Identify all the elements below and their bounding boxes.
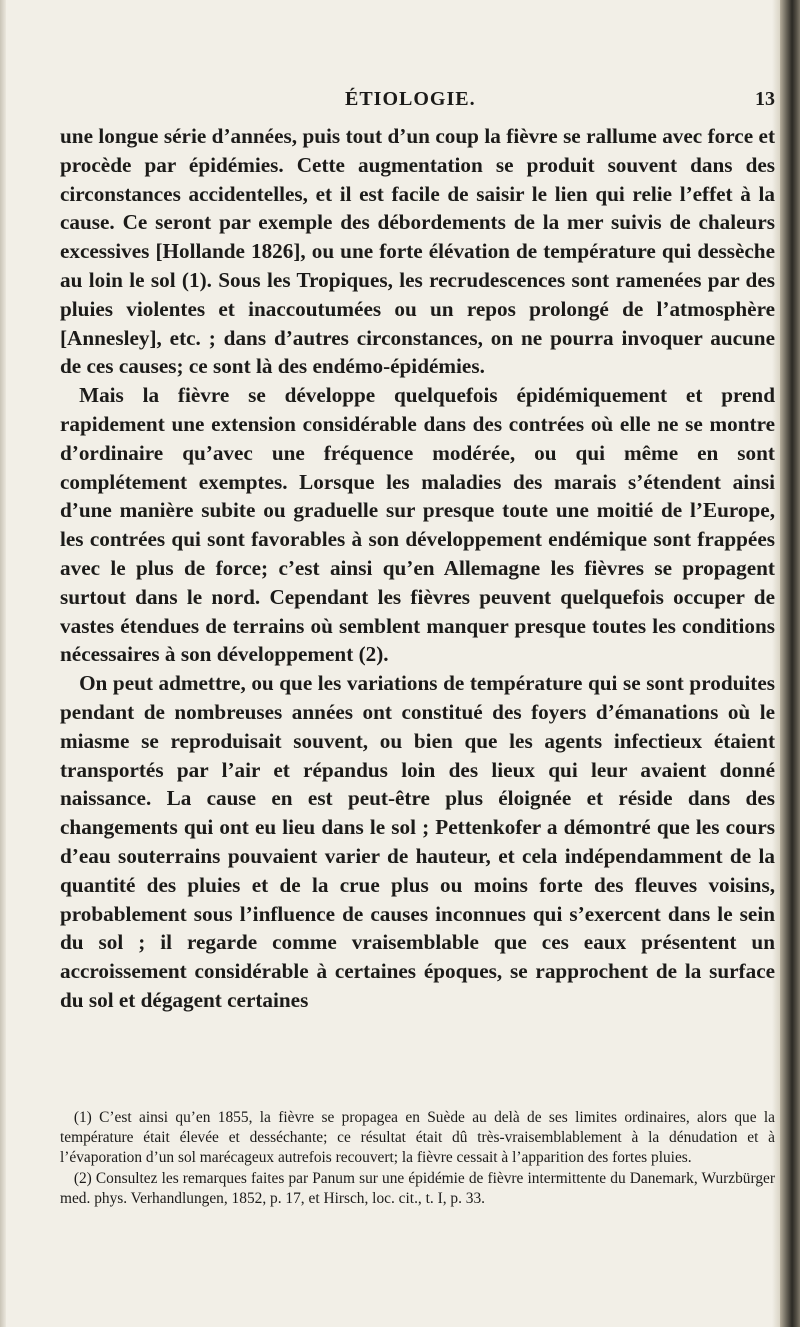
paragraph-1: une longue série d’années, puis tout d’un coup la fièvre se rallume avec force et procède par épidémies. Cette augmentation se produit souvent dans des circonstances accidentelles, et il est facile de saisir le lien qui relie l’effet à la cause. Ce seront par exemple des débordements de la mer suivis de chaleurs excessives [Hollande 1826], ou une forte élévation de température qui dessèche au loin le sol (1). Sous les Tropiques, les recrudescences sont ramenées par des pluies violentes et inaccoutumées ou un repos prolongé de l’atmosphère [Annesley], etc. ; dans d’autres circonstances, on ne pourra invoquer aucune de ces causes; ce sont là des endémo-épidémies. (60, 124, 775, 379)
footnote-2: (2) Consultez les remarques faites par Panum sur une épidémie de fièvre intermittente du Danemark, Wurzbürger med. phys. Verhandlungen, 1852, p. 17, et Hirsch, loc. cit., t. I, p. 33. (60, 1169, 775, 1207)
page-right-edge (780, 0, 800, 1327)
page-number: 13 (755, 88, 775, 110)
body-text (60, 122, 775, 1015)
footnote-1: (1) C’est ainsi qu’en 1855, la fièvre se propagea en Suède au delà de ses limites ordinaires, alors que la température était élevée et desséchante; ce résultat était dû très-vraisemblablement à la dénudation et à l’évaporation d’un sol marécageux autrefois recouvert; la fièvre cessait à l’apparition des fortes pluies. (60, 1109, 775, 1167)
footnotes (60, 1108, 775, 1209)
page-left-edge (0, 0, 6, 1327)
paragraph-2: Mais la fièvre se développe quelquefois épidémiquement et prend rapidement une extension considérable dans des contrées où elle ne se montre d’ordinaire qu’avec une fréquence modérée, ou qui même en sont complétement exemptes. Lorsque les maladies des marais s’étendent ainsi d’une manière subite ou graduelle sur presque toute une moitié de l’Europe, les contrées qui sont favorables à son développement endémique sont frappées avec le plus de force; c’est ainsi qu’en Allemagne les fièvres se propagent surtout dans le nord. Cependant les fièvres peuvent quelquefois occuper de vastes étendues de terrains où semblent manquer presque toutes les conditions nécessaires à son développement (2). (60, 383, 775, 667)
page-header (60, 88, 775, 112)
running-title: ÉTIOLOGIE. (345, 88, 476, 110)
paragraph-3: On peut admettre, ou que les variations de température qui se sont produites pendant de nombreuses années ont constitué des foyers d’émanations où le miasme se reproduisait souvent, ou bien que les agents infectieux étaient transportés par l’air et répandus loin des lieux qui leur avaient donné naissance. La cause en est peut-être plus éloignée et réside dans des changements qui ont eu lieu dans le sol ; Pettenkofer a démontré que les cours d’eau souterrains pouvaient varier de hauteur, et cela indépendamment de la quantité des pluies et de la crue plus ou moins forte des fleuves voisins, probablement sous l’influence de causes inconnues qui s’exercent dans le sein du sol ; il regarde comme vraisemblable que ces eaux présentent un accroissement considérable à certaines époques, se rapprochent de la surface du sol et dégagent certaines (60, 671, 775, 1012)
